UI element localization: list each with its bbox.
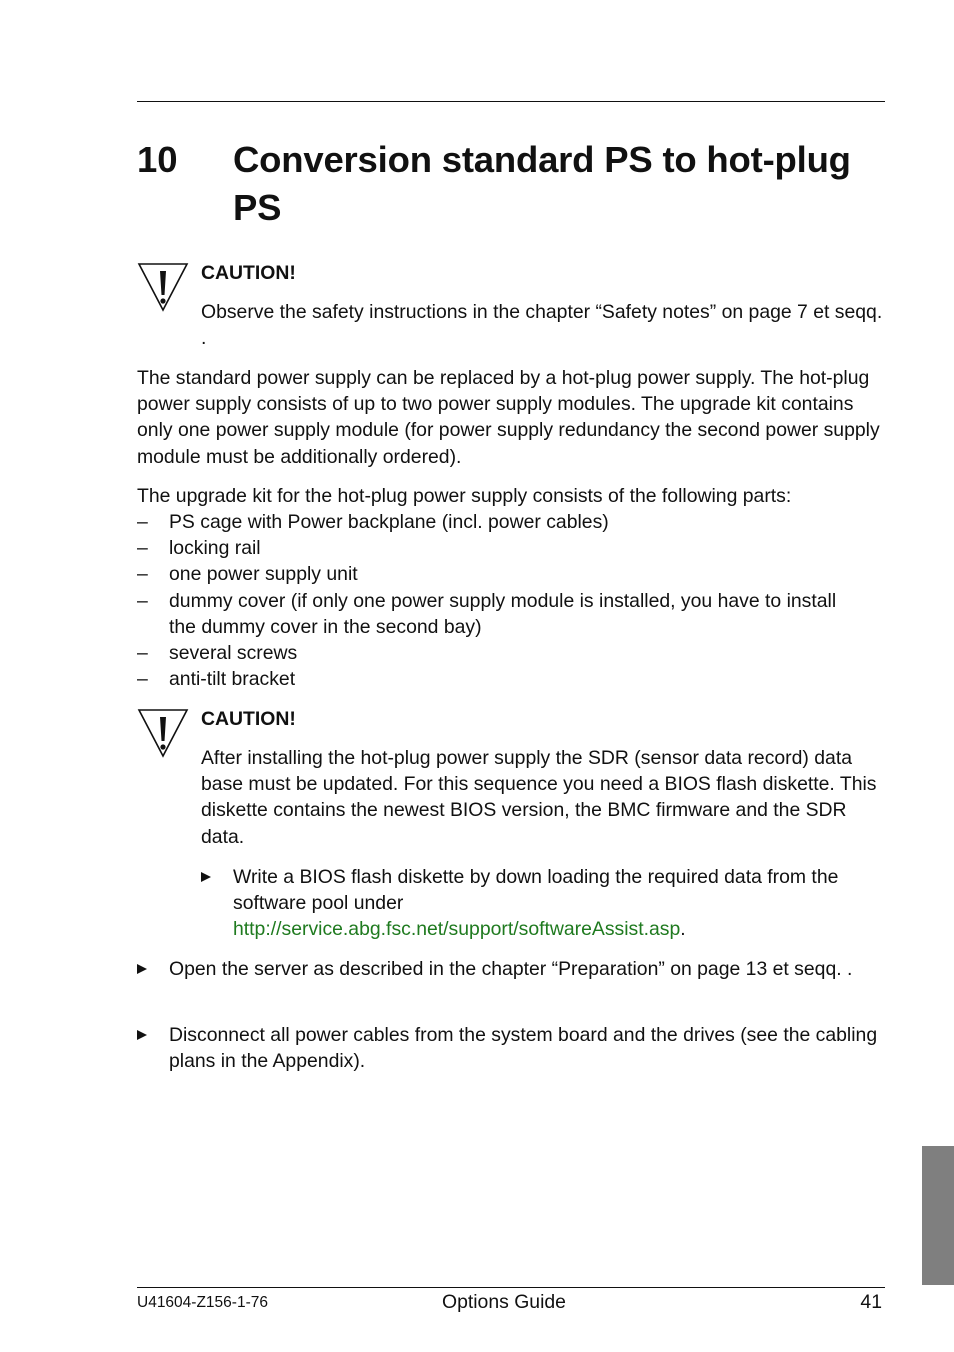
page-number: 41 [860, 1291, 882, 1313]
step-arrow-icon [137, 1030, 147, 1040]
caution-title: CAUTION! [201, 708, 296, 730]
step-end: . [680, 918, 686, 941]
footer-title: Options Guide [442, 1291, 566, 1313]
list-item: – locking rail [137, 535, 857, 561]
kit-intro: The upgrade kit for the hot-plug power supply consists of the following parts: [137, 485, 792, 507]
dash-bullet: – [137, 563, 148, 586]
dash-bullet: – [137, 537, 148, 560]
caution-text: After installing the hot-plug power supply the SDR (sensor data record) data base must be updated. For this sequence you need a BIOS flash diskette. This diskette contains the newest BIOS version, the BMC firmware and the SDR data. [201, 747, 877, 848]
header-rule [137, 101, 885, 102]
chapter-thumb-tab [922, 1146, 954, 1285]
list-item: – anti-tilt bracket [137, 666, 857, 692]
step-text: Open the server as described in the chapter “Preparation” on page 13 et seqq. . [169, 958, 853, 980]
dash-bullet: – [137, 642, 148, 665]
list-item: – several screws [137, 640, 857, 666]
footer-doc-id: U41604-Z156-1-76 [137, 1294, 268, 1311]
step-item [137, 956, 889, 982]
step-text: Write a BIOS flash diskette by down loading the required data from the software pool under [233, 866, 839, 915]
warning-triangle-icon [137, 262, 189, 314]
dash-bullet: – [137, 668, 148, 691]
dash-bullet: – [137, 511, 148, 533]
step-arrow-icon [201, 872, 211, 882]
footer-rule [137, 1287, 885, 1288]
software-pool-link[interactable]: http://service.abg.fsc.net/support/softwareAssist.asp [233, 918, 681, 941]
step-arrow-icon [137, 964, 147, 974]
warning-triangle-icon [137, 708, 189, 760]
list-item: – one power supply unit [137, 561, 857, 587]
list-item: – PS cage with Power backplane (incl. power cables) [137, 509, 857, 535]
intro-paragraph: The standard power supply can be replaced by a hot-plug power supply. The hot-plug power supply consists of up to two power supply modules. The upgrade kit contains only one power supply module (for power supply redundancy the second power supply module must be additionally ordered). [137, 367, 880, 468]
chapter-number: 10 [137, 139, 178, 180]
step-text: Disconnect all power cables from the system board and the drives (see the cabling plans in the Appendix). [169, 1024, 878, 1073]
caution-text: Observe the safety instructions in the chapter “Safety notes” on page 7 et seqq. . [201, 301, 883, 350]
caution-title: CAUTION! [201, 262, 296, 284]
chapter-title: Conversion standard PS to hot-plug PS [233, 139, 851, 228]
kit-parts-list [137, 509, 857, 692]
list-item: – dummy cover (if only one power supply module is installed, you have to install the dummy cover in the second bay) [137, 589, 837, 638]
step-item [137, 1022, 889, 1074]
dash-bullet: – [137, 589, 148, 612]
caution-step [201, 864, 885, 943]
